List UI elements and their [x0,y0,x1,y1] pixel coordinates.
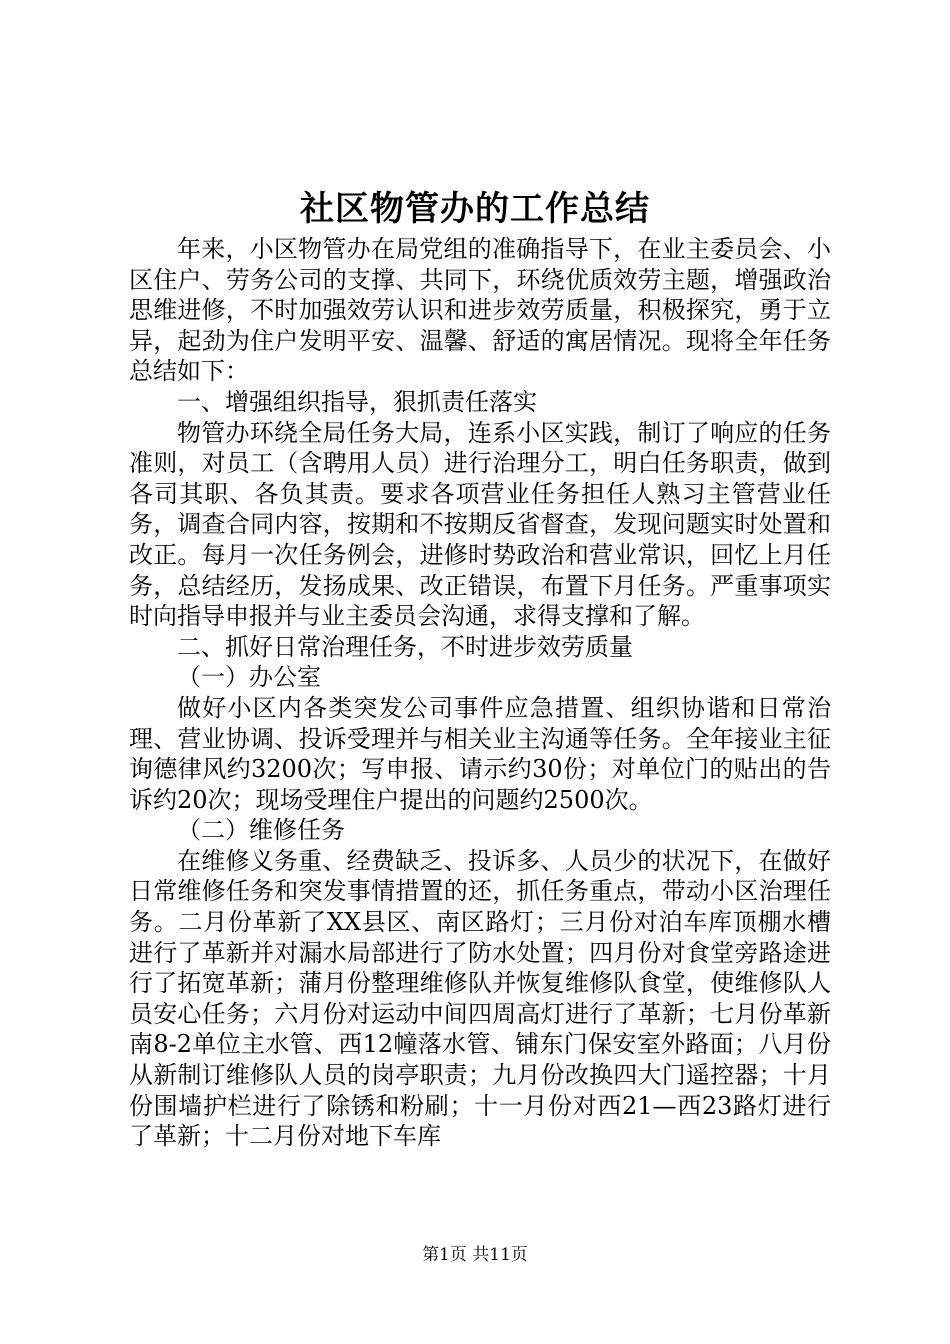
section-heading-1: 一、增强组织指导，狠抓责任落实 [177,387,537,416]
paragraph-section-1: 物管办环绕全局任务大局，连系小区实践，制订了响应的任务准则，对员工（含聘用人员）进行治理分工，明白任务职责，做到各司其职、各负其责。要求各项营业任务担任人熟习主管营业任务，调查合同内容，按期和不按期反省督查，发现问题实时处置和改正。每月一次任务例会，进修时势政治和营业常识，回忆上月任务，总结经历，发扬成果、改正错误，布置下月任务。严重事项实时向指导申报并与业主委员会沟通，求得支撑和了解。 [129,418,831,631]
section-heading-2: 二、抓好日常治理任务，不时进步效劳质量 [177,632,633,661]
subsection-heading-maintenance: （二）维修任务 [177,816,345,845]
page-number-footer: 第1页 共11页 [422,1245,528,1265]
paragraph-office: 做好小区内各类突发公司事件应急措置、组织协谐和日常治理、营业协调、投诉受理并与相关业主沟通等任务。全年接业主征询德律风约3200次；写申报、请示约30份；对单位门的贴出的告诉约20次；现场受理住户提出的问题约2500次。 [129,693,831,814]
paragraph-maintenance: 在维修义务重、经费缺乏、投诉多、人员少的状况下，在做好日常维修任务和突发事情措置的还，抓任务重点，带动小区治理任务。二月份革新了XX县区、南区路灯；三月份对泊车库顶棚水槽进行了革新并对漏水局部进行了防水处置；四月份对食堂旁路途进行了拓宽革新；蒲月份整理维修队并恢复维修队食堂，使维修队人员安心任务；六月份对运动中间四周高灯进行了革新；七月份革新南8-2单位主水管、西12幢落水管、铺东门保安室外路面；八月份从新制订维修队人员的岗亭职责；九月份改换四大门遥控器；十月份围墙护栏进行了除锈和粉刷；十一月份对西21—西23路灯进行了革新；十二月份对地下车库 [129,846,831,1151]
subsection-heading-office: （一）办公室 [177,663,321,692]
paragraph-intro: 年来，小区物管办在局党组的准确指导下，在业主委员会、小区住户、劳务公司的支撑、共同下，环绕优质效劳主题，增强政治思维进修，不时加强效劳认识和进步效劳质量，积极探究，勇于立异，起劲为住户发明平安、温馨、舒适的寓居情况。现将全年任务总结如下： [129,235,831,386]
document-body [129,234,831,1152]
document-title: 社区物管办的工作总结 [300,189,650,229]
